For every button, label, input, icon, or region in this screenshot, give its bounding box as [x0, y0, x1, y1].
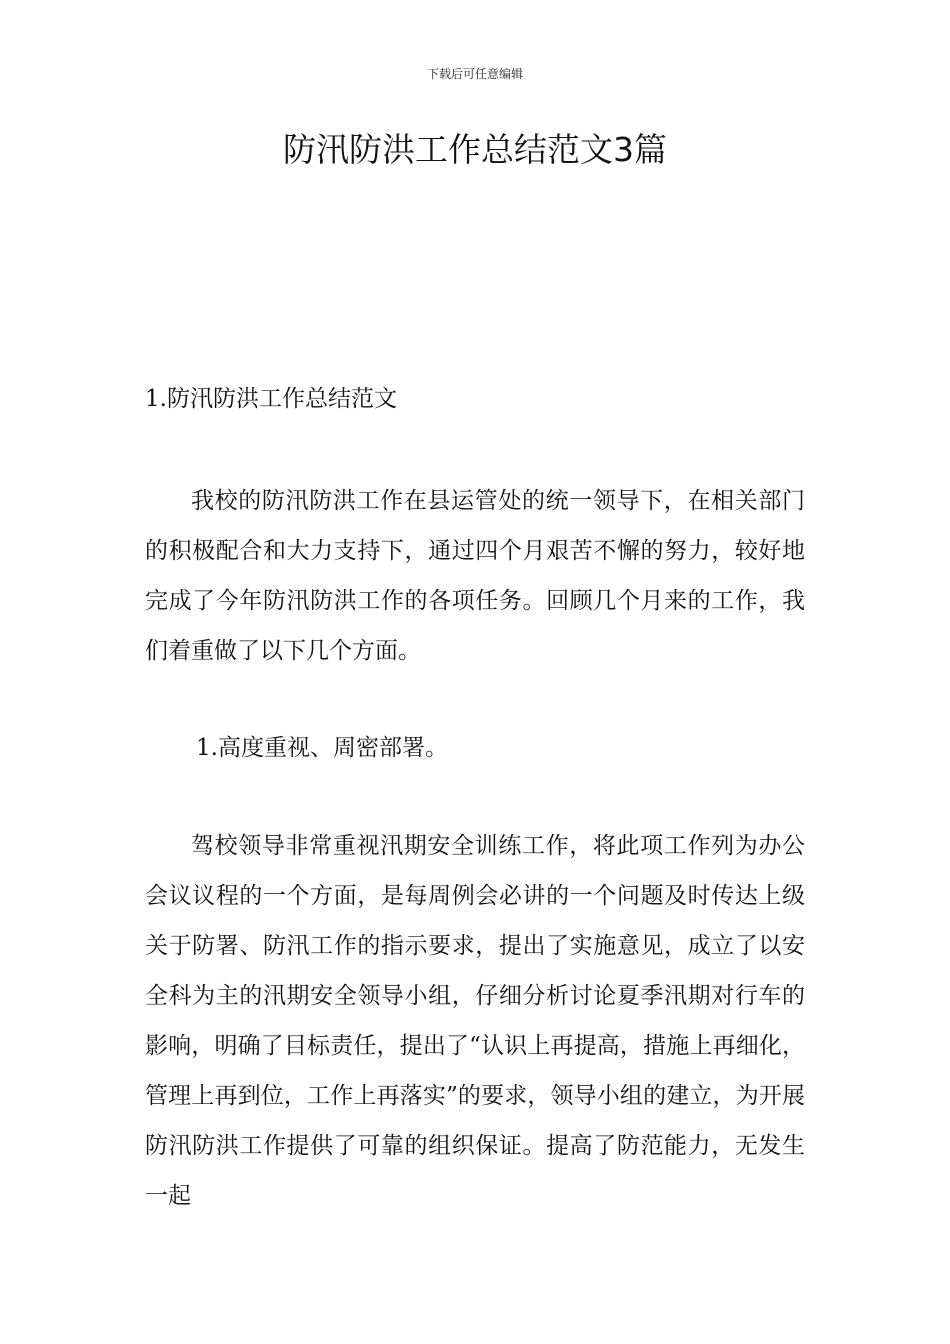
subheading-1: 1.高度重视、周密部署。 — [196, 735, 448, 761]
body-paragraph-2: 驾校领导非常重视汛期安全训练工作，将此项工作列为办公会议议程的一个方面，是每周例会必讲的一个问题及时传达上级关于防署、防汛工作的指示要求，提出了实施意见，成立了以安全科为主的汛期安全领导小组，仔细分析讨论夏季汛期对行车的影响，明确了目标责任，提出了“认识上再提高，措施上再细化，管理上再到位，工作上再落实”的要求，领导小组的建立，为开展防汛防洪工作提供了可靠的组织保证。提高了防范能力，无发生一起 — [145, 833, 805, 1209]
body-paragraph-1: 我校的防汛防洪工作在县运管处的统一领导下，在相关部门的积极配合和大力支持下，通过四个月艰苦不懈的努力，较好地完成了今年防汛防洪工作的各项任务。回顾几个月来的工作，我们着重做了以下几个方面。 — [145, 488, 805, 664]
page-title: 防汛防洪工作总结范文3篇 — [283, 130, 667, 169]
header-note: 下载后可任意编辑 — [426, 67, 523, 81]
section-heading: 1.防汛防洪工作总结范文 — [145, 386, 397, 412]
